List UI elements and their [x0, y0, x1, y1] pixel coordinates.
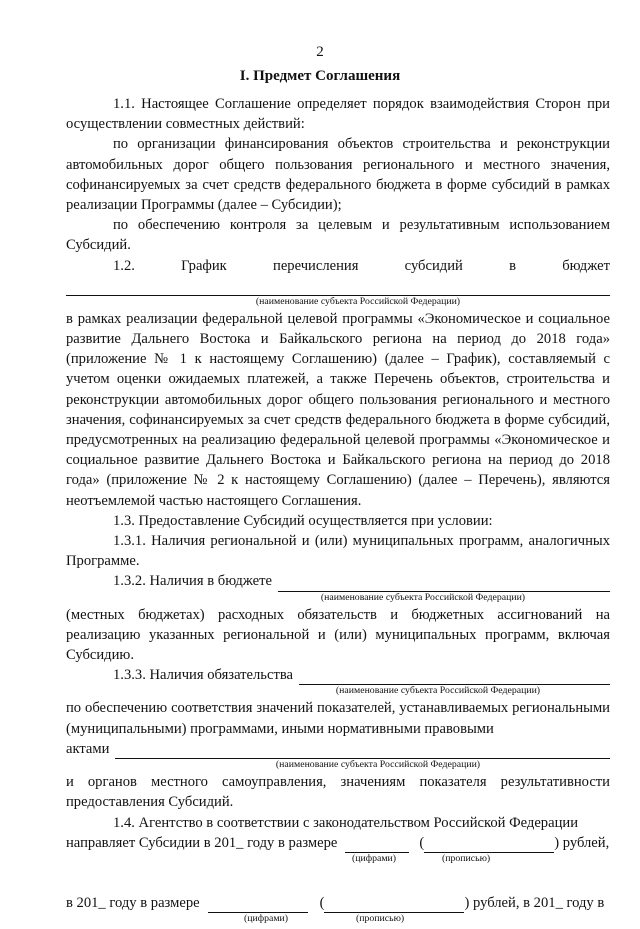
paragraph-1-3-3-end: и органов местного самоуправления, значениям показателя результативности предоставления Субсидий. — [66, 774, 610, 811]
page-number: 2 — [316, 44, 324, 60]
blank-field — [299, 670, 610, 685]
paragraph-1-3-3-line — [66, 665, 610, 685]
paragraph-1-1-a: по организации финансирования объектов строительства и реконструкции автомобильных дорог общего пользования регионального и местного значения, софинансируемых за счет средств федерального бюджета в форме субсидий в рамках реализации Программы (далее – Субсидии); — [66, 136, 610, 214]
caption-subject: (наименование субъекта Российской Федерации) — [320, 591, 526, 603]
caption-subject: (наименование субъекта Российской Федерации) — [255, 295, 461, 307]
caption-words: (прописью) — [442, 852, 491, 864]
amount-words-field — [424, 838, 554, 853]
paragraph-1-1-b: по обеспечению контроля за целевым и результативным использованием Субсидий. — [66, 217, 610, 254]
word: перечисления — [273, 257, 359, 274]
caption-subject: (наименование субъекта Российской Федерации) — [335, 685, 541, 697]
amount-words-field — [324, 898, 464, 913]
paragraph-1-4: 1.4. Агентство в соответствии с законодательством Российской Федерации — [113, 814, 579, 831]
amount-line-1-end: рублей, — [562, 834, 610, 851]
paragraph-1-1: 1.1. Настоящее Соглашение определяет порядок взаимодействия Сторон при осуществлении совместных действий: — [66, 96, 610, 133]
paragraph-1-3-1: 1.3.1. Наличия региональной и (или) муниципальных программ, аналогичных Программе. — [66, 533, 610, 570]
paragraph-1-2: в рамках реализации федеральной целевой программы «Экономическое и социальное развитие Дальнего Востока и Байкальского региона на период до 2018 года» (приложение № 1 к настоящему Соглашению) (далее – График), составляемый с учетом оценки ожидаемых платежей, а также Перечень объектов, строительства и реконструкции автомобильных дорог общего пользования регионального и местного значения, софинансируемых за счет средств федерального бюджета в форме субсидий, предусмотренных на реализацию федеральной целевой программы «Экономическое и социальное развитие Дальнего Востока и Байкальского региона на период до 2018 года» (приложение № 2 к настоящему Соглашению) (далее – Перечень), являются неотъемлемой частью настоящего Соглашения. — [66, 310, 610, 509]
amount-captions-2 — [66, 913, 610, 929]
document-body — [66, 94, 610, 929]
caption-digits: (цифрами) — [352, 852, 397, 864]
amount-line-1-text: направляет Субсидии в 201_ году в размере — [66, 834, 338, 851]
paragraph-1-3-3: по обеспечению соответствия значений показателей, устанавливаемых региональными (муниципальными) программами, иными нормативными правовыми — [66, 700, 610, 737]
blank-field — [278, 577, 610, 592]
paragraph-1-3: 1.3. Предоставление Субсидий осуществляется при условии: — [113, 512, 493, 529]
acts-label: актами — [66, 740, 110, 757]
blank-field — [66, 281, 610, 296]
amount-digits-field — [208, 898, 308, 913]
caption-digits: (цифрами) — [244, 913, 289, 925]
amount-line-2-text: в 201_ году в размере — [66, 894, 200, 911]
amount-captions-1 — [66, 853, 610, 893]
subject-blank-line — [66, 276, 610, 296]
caption-subject: (наименование субъекта Российской Федерации) — [275, 759, 481, 771]
caption-words: (прописью) — [356, 913, 405, 925]
section-title: I. Предмет Соглашения — [239, 68, 401, 84]
amount-line-2: в 201_ году в размере ( ) рублей, в 201_ году в — [66, 893, 610, 913]
amount-digits-field — [345, 838, 409, 853]
paragraph-1-3-2-line — [66, 571, 610, 591]
word: График — [181, 257, 227, 274]
blank-field — [115, 744, 610, 759]
word: бюджет — [562, 257, 610, 274]
paragraph-1-3-2-label: 1.3.2. Наличия в бюджете — [113, 573, 273, 590]
paragraph-1-2-heading — [66, 256, 610, 276]
paragraph-1-3-3-label: 1.3.3. Наличия обязательства — [113, 667, 293, 684]
word: 1.2. — [113, 257, 135, 274]
word: субсидий — [404, 257, 463, 274]
amount-line-2-end: рублей, в 201_ году в — [473, 894, 605, 911]
amount-line-1: направляет Субсидии в 201_ году в размере ( ) рублей, — [66, 833, 610, 853]
word: в — [509, 257, 516, 274]
acts-line — [66, 739, 610, 759]
paragraph-1-3-2: (местных бюджетах) расходных обязательств и бюджетных ассигнований на реализацию указанных региональной и (или) муниципальных программ, включая Субсидию. — [66, 606, 610, 664]
